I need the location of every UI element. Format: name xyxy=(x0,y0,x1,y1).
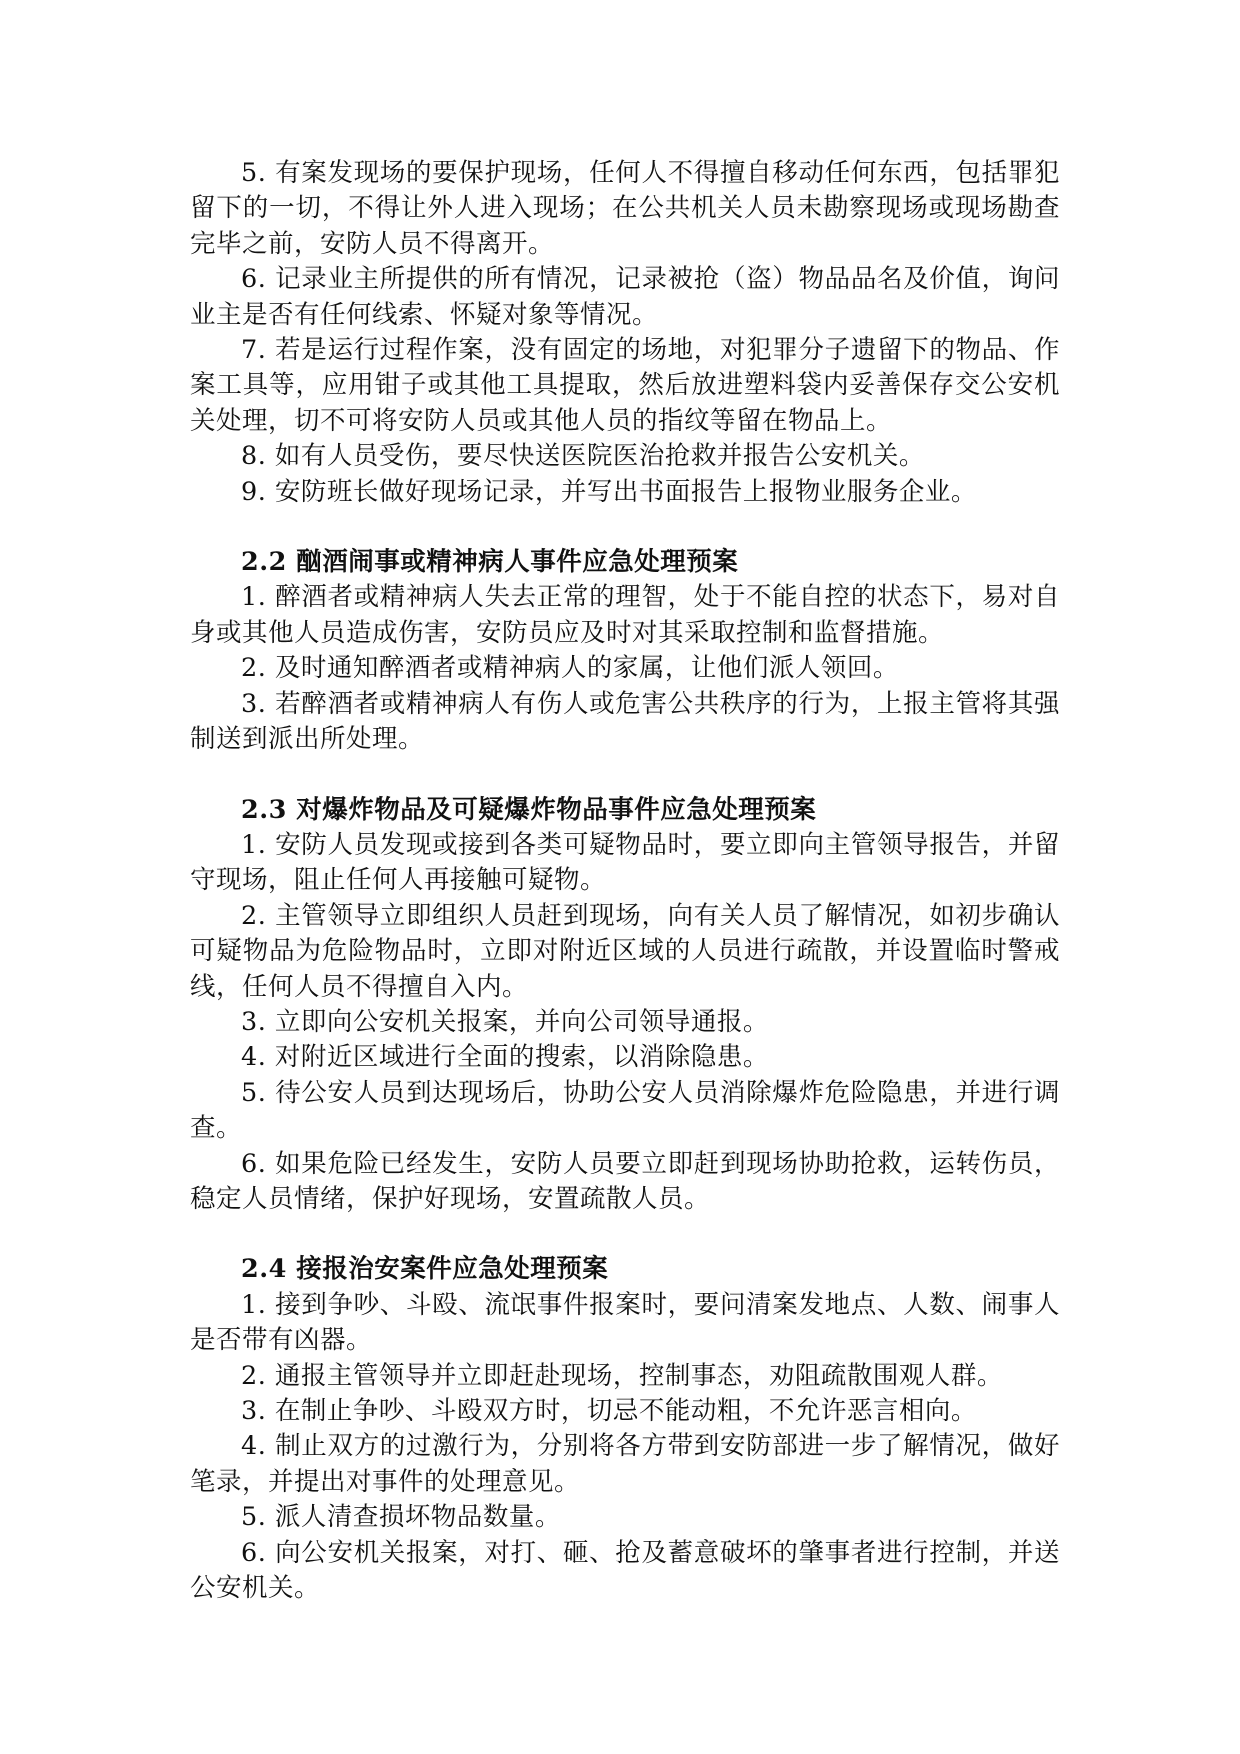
list-item: 8. 如有人员受伤，要尽快送医院医治抢救并报告公安机关。 xyxy=(241,441,925,472)
section-2-2 xyxy=(190,545,1060,757)
list-item: 9. 安防班长做好现场记录，并写出书面报告上报物业服务企业。 xyxy=(241,476,977,507)
list-item: 6. 记录业主所提供的所有情况，记录被抢（盗）物品品名及价值，询问业主是否有任何线索、怀疑对象等情况。 xyxy=(190,264,1060,330)
list-item: 6. 向公安机关报案，对打、砸、抢及蓄意破坏的肇事者进行控制，并送公安机关。 xyxy=(190,1537,1060,1604)
list-item: 1. 接到争吵、斗殴、流氓事件报案时，要问清案发地点、人数、闹事人是否带有凶器。 xyxy=(190,1289,1060,1356)
list-item: 5. 待公安人员到达现场后，协助公安人员消除爆炸危险隐患，并进行调查。 xyxy=(190,1077,1060,1144)
intro-list xyxy=(190,156,1060,510)
document-page xyxy=(190,156,1060,1606)
section-heading: 2.4 接报治安案件应急处理预案 xyxy=(241,1254,609,1285)
list-item: 5. 派人清查损坏物品数量。 xyxy=(241,1502,561,1533)
list-item: 4. 制止双方的过激行为，分别将各方带到安防部进一步了解情况，做好笔录，并提出对事件的处理意见。 xyxy=(190,1431,1060,1497)
list-item: 4. 对附近区域进行全面的搜索，以消除隐患。 xyxy=(241,1042,769,1073)
section-2-4 xyxy=(190,1252,1060,1606)
list-item: 1. 安防人员发现或接到各类可疑物品时，要立即向主管领导报告，并留守现场，阻止任何人再接触可疑物。 xyxy=(190,829,1060,896)
list-item: 3. 在制止争吵、斗殴双方时，切忌不能动粗，不允许恶言相向。 xyxy=(241,1396,977,1426)
section-2-3 xyxy=(190,793,1060,1218)
list-item: 3. 若醉酒者或精神病人有伤人或危害公共秩序的行为，上报主管将其强制送到派出所处理。 xyxy=(190,688,1060,755)
list-item: 5. 有案发现场的要保护现场，任何人不得擅自移动任何东西，包括罪犯留下的一切，不得让外人进入现场；在公共机关人员未勘察现场或现场勘查完毕之前，安防人员不得离开。 xyxy=(190,158,1060,259)
list-item: 7. 若是运行过程作案，没有固定的场地，对犯罪分子遗留下的物品、作案工具等，应用钳子或其他工具提取，然后放进塑料袋内妥善保存交公安机关处理，切不可将安防人员或其他人员的指纹等留在物品上。 xyxy=(190,335,1060,436)
list-item: 2. 主管领导立即组织人员赶到现场，向有关人员了解情况，如初步确认可疑物品为危险物品时，立即对附近区域的人员进行疏散，并设置临时警戒线，任何人员不得擅自入内。 xyxy=(190,900,1060,1002)
list-item: 1. 醉酒者或精神病人失去正常的理智，处于不能自控的状态下，易对自身或其他人员造成伤害，安防员应及时对其采取控制和监督措施。 xyxy=(190,582,1060,648)
section-heading: 2.3 对爆炸物品及可疑爆炸物品事件应急处理预案 xyxy=(241,794,817,825)
list-item: 2. 及时通知醉酒者或精神病人的家属，让他们派人领回。 xyxy=(241,653,899,684)
list-item: 6. 如果危险已经发生，安防人员要立即赶到现场协助抢救，运转伤员，稳定人员情绪，保护好现场，安置疏散人员。 xyxy=(190,1148,1060,1214)
list-item: 3. 立即向公安机关报案，并向公司领导通报。 xyxy=(241,1006,769,1037)
section-heading: 2.2 酗酒闹事或精神病人事件应急处理预案 xyxy=(241,547,739,578)
list-item: 2. 通报主管领导并立即赶赴现场，控制事态，劝阻疏散围观人群。 xyxy=(241,1360,1003,1391)
